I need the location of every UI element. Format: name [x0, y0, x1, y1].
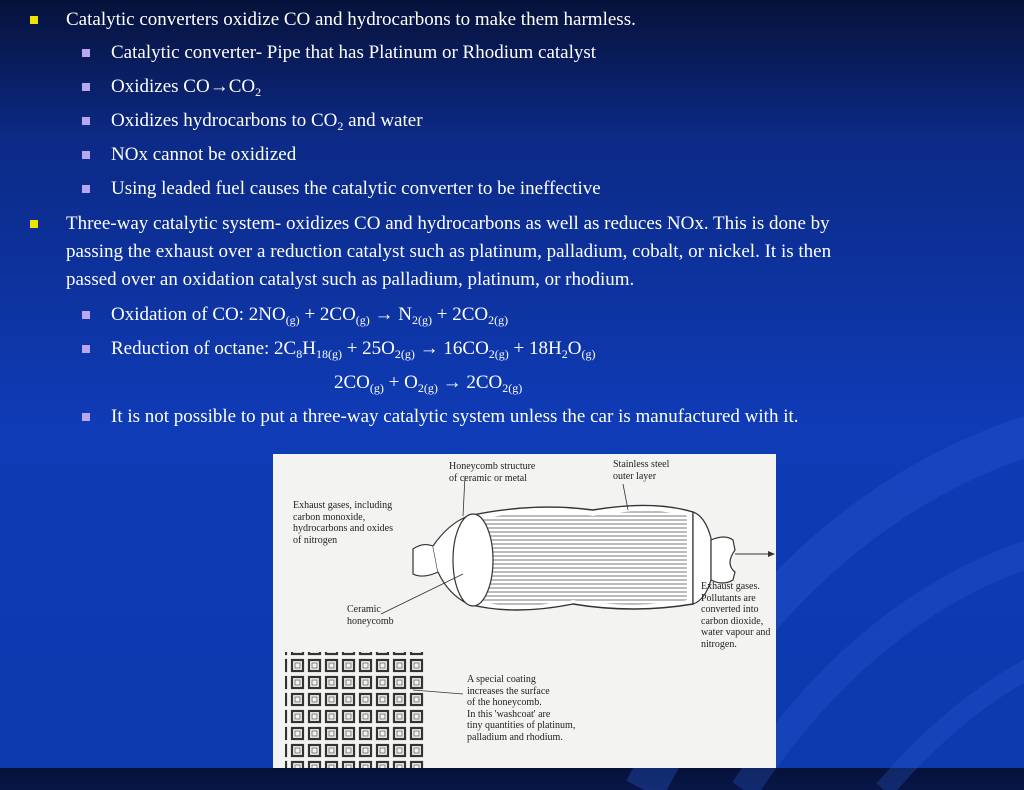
bullet-square-icon [82, 117, 90, 125]
label-honeycomb-structure: Honeycomb structure of ceramic or metal [449, 461, 536, 484]
label-stainless-steel: Stainless steel outer layer [613, 459, 670, 482]
bullet-square-icon [82, 311, 90, 319]
sub-bullet-oxidizes-hydrocarbons: Oxidizes hydrocarbons to $CO_2$ and water [111, 110, 423, 133]
bullet-square-icon [30, 16, 38, 24]
bullet-square-icon [30, 220, 38, 228]
label-washcoat: A special coating increases the surface of the honeycomb. In this 'washcoat' are tiny quantities of platinum, palladium and rhodium. [467, 674, 576, 743]
label-ceramic-honeycomb: Ceramic honeycomb [347, 604, 394, 627]
sub-bullet-nox: NOx cannot be oxidized [111, 144, 297, 165]
sub-bullet-not-possible: It is not possible to put a three-way catalytic system unless the car is manufactured with it. [111, 406, 799, 427]
bullet-square-icon [82, 49, 90, 57]
sub-bullet-oxidizes-co: Oxidizes $CO\to CO_2$ [111, 76, 262, 99]
sub-bullet-oxidation-of-co: Oxidation of CO: $2NO_{(g)} + 2CO_{(g)} \to N_{2(g)} + 2CO_{2(g)}$ [111, 304, 509, 327]
bullet-square-icon [82, 413, 90, 421]
sub-bullet-reduction-of-octane: Reduction of octane: $2C_8H_{18(g)} + 25O_{2(g)} \to 16CO_{2(g)} + 18H_2O_{(g)}$ [111, 338, 596, 361]
sub-bullet-leaded-fuel: Using leaded fuel causes the catalytic converter to be ineffective [111, 178, 601, 199]
bullet-square-icon [82, 345, 90, 353]
label-exhaust-in: Exhaust gases, including carbon monoxide, hydrocarbons and oxides of nitrogen [293, 500, 393, 546]
bullet-square-icon [82, 83, 90, 91]
label-exhaust-out: Exhaust gases. Pollutants are converted into carbon dioxide, water vapour and nitrogen. [701, 581, 771, 650]
catalytic-converter-diagram [273, 454, 776, 768]
bullet-square-icon [82, 185, 90, 193]
equation-co-oxidation: $2CO_{(g)} + O_{2(g)} \to 2CO_{2(g)}$ [334, 372, 523, 395]
sub-bullet-pipe: Catalytic converter- Pipe that has Platinum or Rhodium catalyst [111, 42, 597, 63]
bullet-catalytic-converters: Catalytic converters oxidize CO and hydrocarbons to make them harmless. [66, 9, 636, 30]
bullet-square-icon [82, 151, 90, 159]
bullet-three-way-system: Three-way catalytic system- oxidizes CO and hydrocarbons as well as reduces NOx. This is done by passing the exhaust over a reduction catalyst such as platinum, palladium, cobalt, or nickel. It is then passed over an oxidation catalyst such as palladium, platinum, or rhodium. [66, 213, 832, 290]
